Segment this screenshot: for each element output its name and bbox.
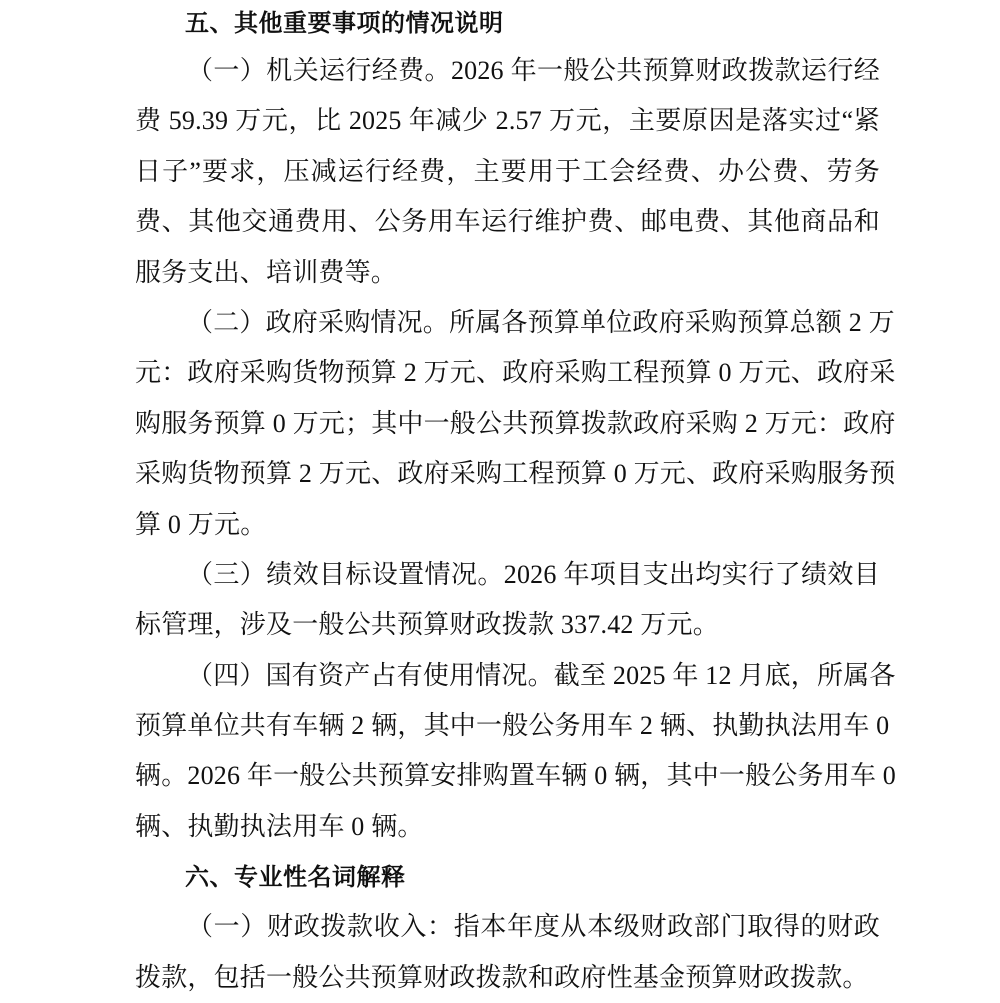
text-line: （一）机关运行经费。2026 年一般公共预算财政拨款运行经 <box>187 56 880 85</box>
text-line: （一）财政拨款收入：指本年度从本级财政部门取得的财政 <box>187 912 880 942</box>
section-heading-other-matters: 五、其他重要事项的情况说明 <box>185 9 504 37</box>
text-line: 购服务预算 0 万元；其中一般公共预算拨款政府采购 2 万元：政府 <box>135 408 896 438</box>
paragraph-performance-targets <box>135 550 880 651</box>
text-line: 元：政府采购货物预算 2 万元、政府采购工程预算 0 万元、政府采 <box>135 358 896 388</box>
paragraph-government-procurement <box>135 298 896 550</box>
text-line: （二）政府采购情况。所属各预算单位政府采购预算总额 2 万 <box>187 307 895 337</box>
text-line: （三）绩效目标设置情况。2026 年项目支出均实行了绩效目 <box>187 559 880 589</box>
text-line: 预算单位共有车辆 2 辆，其中一般公务用车 2 辆、执勤执法用车 0 <box>135 711 890 741</box>
text-line: 费、其他交通费用、公务用车运行维护费、邮电费、其他商品和 <box>135 207 880 237</box>
text-line: 采购货物预算 2 万元、政府采购工程预算 0 万元、政府采购服务预 <box>135 459 896 489</box>
text-line: 标管理，涉及一般公共预算财政拨款 337.42 万元。 <box>135 610 719 640</box>
text-line: 日子”要求，压减运行经费，主要用于工会经费、办公费、劳务 <box>135 156 880 186</box>
text-line: 服务支出、培训费等。 <box>135 257 398 287</box>
text-line: 辆、执勤执法用车 0 辆。 <box>135 811 424 841</box>
text-line: 辆。2026 年一般公共预算安排购置车辆 0 辆，其中一般公务用车 0 <box>135 761 897 791</box>
paragraph-state-assets <box>135 651 897 853</box>
paragraph-operating-expenses <box>135 46 880 298</box>
paragraph-fiscal-appropriation-income <box>135 902 880 1003</box>
text-line: 算 0 万元。 <box>135 509 267 539</box>
text-line: （四）国有资产占有使用情况。截至 2025 年 12 月底，所属各 <box>187 660 896 690</box>
text-line: 费 59.39 万元，比 2025 年减少 2.57 万元，主要原因是落实过“紧 <box>135 106 880 136</box>
document-page <box>135 0 897 1003</box>
section-heading-terminology: 六、专业性名词解释 <box>185 863 406 892</box>
text-line: 拨款，包括一般公共预算财政拨款和政府性基金预算财政拨款。 <box>135 962 869 992</box>
